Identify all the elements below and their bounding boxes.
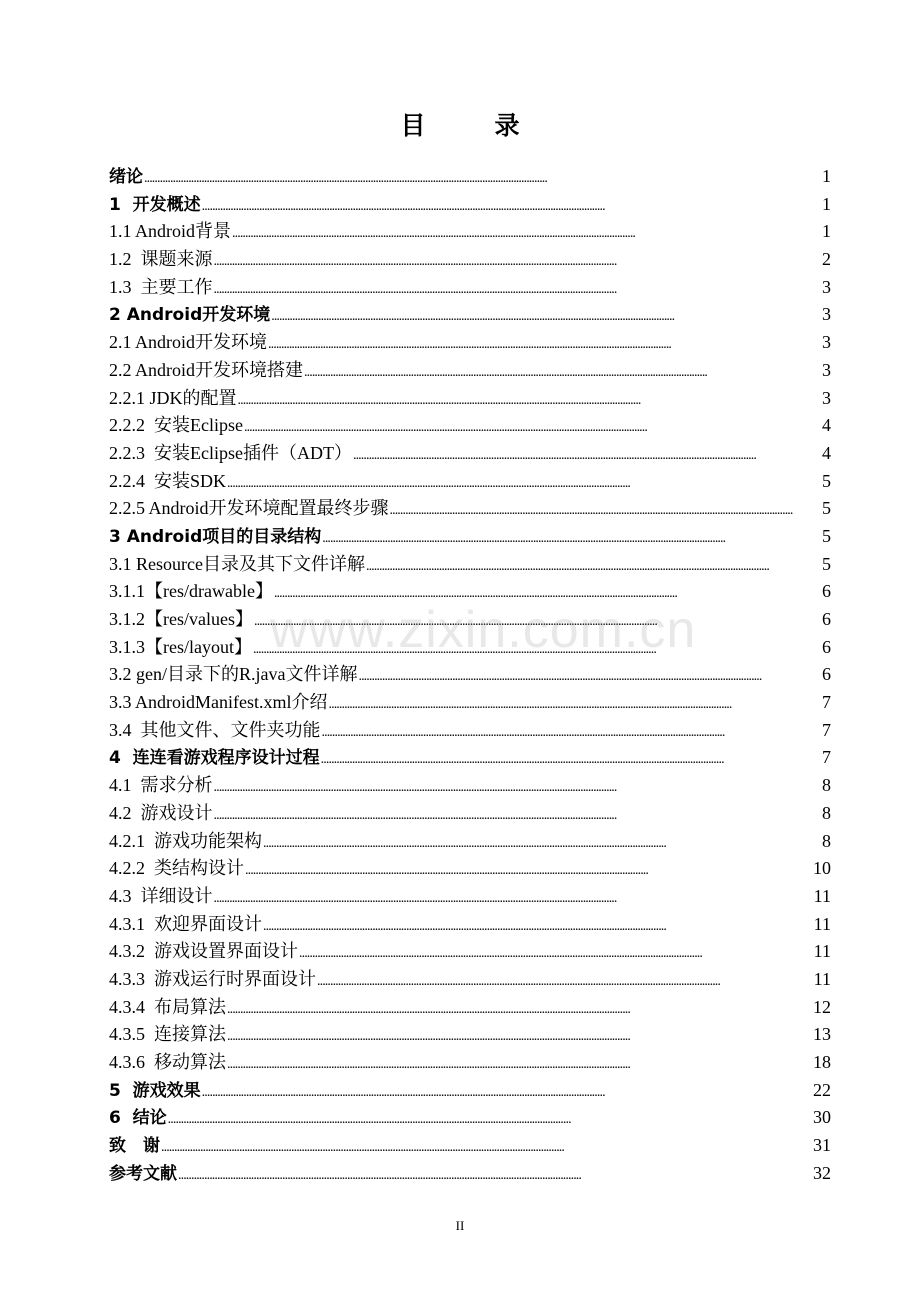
- toc-dot-leader: [244, 412, 821, 442]
- toc-entry-label: 2.2.4 安装SDK: [109, 470, 227, 491]
- toc-entry-label: 3.3 AndroidManifest.xml介绍: [109, 692, 328, 713]
- toc-entry-label: 参考文献: [109, 1163, 177, 1184]
- toc-dot-leader: [263, 828, 821, 858]
- toc-entry[interactable]: [109, 329, 831, 357]
- toc-entry-page-number: 18: [813, 1052, 831, 1072]
- toc-entry-label: 3.1.2【res/values】: [109, 609, 253, 629]
- toc-entry-label: 2.2.2 安装Eclipse: [109, 415, 243, 436]
- toc-dot-leader: [214, 772, 822, 802]
- toc-dot-leader: [358, 661, 821, 691]
- toc-dot-leader: [214, 800, 822, 830]
- toc-dot-leader: [214, 274, 822, 304]
- toc-dot-leader: [227, 1049, 812, 1079]
- page-number: II: [455, 1218, 465, 1233]
- toc-entry-label: 4.3 详细设计: [109, 885, 213, 906]
- toc-entry[interactable]: [109, 855, 831, 883]
- toc-entry-page-number: 2: [822, 249, 831, 270]
- toc-entry[interactable]: [109, 301, 831, 329]
- toc-dot-leader: [271, 301, 821, 331]
- toc-entry-label: 1.1 Android背景: [109, 221, 232, 242]
- toc-entry-label: 2 Android开发环境: [109, 305, 271, 326]
- toc-entry-page-number: 6: [822, 636, 831, 657]
- toc-entry-page-number: 8: [822, 830, 831, 851]
- toc-entry-page-number: 4: [822, 442, 831, 463]
- toc-entry-page-number: 11: [813, 968, 831, 989]
- toc-entry-label: 4.3.2 游戏设置界面设计: [109, 941, 298, 962]
- toc-entry-page-number: 3: [822, 276, 831, 297]
- toc-entry-label: 3.2 gen/目录下的R.java文件详解: [109, 664, 358, 685]
- toc-entry[interactable]: [109, 218, 831, 246]
- page-title: 目 录: [400, 111, 542, 140]
- toc-entry-label: 4 连连看游戏程序设计过程: [109, 748, 320, 769]
- toc-entry-page-number: 1: [822, 166, 831, 186]
- toc-entry[interactable]: [109, 1104, 831, 1132]
- toc-entry-page-number: 32: [813, 1162, 831, 1183]
- toc-entry-page-number: 3: [822, 359, 831, 380]
- toc-entry[interactable]: [109, 800, 831, 828]
- watermark: www.zixin.com.cn: [270, 601, 697, 659]
- toc-entry-label: 2.2 Android开发环境搭建: [109, 359, 304, 380]
- toc-entry[interactable]: [109, 1077, 831, 1105]
- toc-dot-leader: [263, 911, 813, 941]
- toc-entry-page-number: 12: [813, 996, 831, 1017]
- toc-entry[interactable]: [109, 191, 831, 219]
- toc-entry[interactable]: [109, 495, 831, 523]
- toc-dot-leader: [214, 883, 813, 913]
- toc-entry-label: 绪论: [109, 167, 143, 187]
- toc-dot-leader: [144, 163, 821, 193]
- toc-entry-page-number: 22: [813, 1079, 831, 1100]
- toc-dot-leader: [321, 744, 821, 774]
- toc-dot-leader: [353, 440, 821, 470]
- toc-entry[interactable]: [109, 717, 831, 745]
- toc-entry-page-number: 3: [822, 387, 831, 408]
- toc-entry-label: 1.2 课题来源: [109, 249, 213, 270]
- toc-entry[interactable]: [109, 938, 831, 966]
- toc-entry-label: 4.3.6 移动算法: [109, 1052, 226, 1072]
- toc-entry-page-number: 5: [822, 498, 831, 519]
- toc-dot-leader: [322, 523, 821, 553]
- toc-entry-page-number: 3: [822, 332, 831, 353]
- toc-entry-page-number: 11: [813, 885, 831, 906]
- toc-entry-page-number: 7: [822, 747, 831, 768]
- toc-entry-label: 4.2.1 游戏功能架构: [109, 830, 262, 851]
- toc-entry[interactable]: [109, 385, 831, 413]
- toc-entry[interactable]: [109, 468, 831, 496]
- toc-entry-label: 4.3.4 布局算法: [109, 996, 226, 1017]
- toc-entry[interactable]: [109, 523, 831, 551]
- toc-entry-label: 3.1 Resource目录及其下文件详解: [109, 553, 365, 574]
- toc-entry[interactable]: [109, 911, 831, 939]
- toc-entry[interactable]: [109, 966, 831, 994]
- toc-entry[interactable]: [109, 1160, 831, 1188]
- toc-dot-leader: [168, 1104, 812, 1134]
- toc-entry-page-number: 31: [813, 1135, 831, 1156]
- toc-entry-label: 4.3.1 欢迎界面设计: [109, 913, 262, 934]
- toc-entry-page-number: 11: [813, 941, 831, 962]
- toc-entry-page-number: 1: [822, 221, 831, 242]
- toc-entry[interactable]: [109, 994, 831, 1022]
- toc-dot-leader: [232, 218, 821, 248]
- toc-entry[interactable]: [109, 1049, 831, 1077]
- toc-dot-leader: [245, 855, 812, 885]
- toc-entry[interactable]: [109, 883, 831, 911]
- toc-entry-label: 2.2.1 JDK的配置: [109, 387, 237, 408]
- toc-entry-page-number: 8: [822, 775, 831, 796]
- toc-entry-page-number: 5: [822, 525, 831, 546]
- toc-entry[interactable]: [109, 661, 831, 689]
- toc-dot-leader: [178, 1160, 812, 1190]
- toc-entry[interactable]: [109, 551, 831, 579]
- toc-entry[interactable]: [109, 440, 831, 468]
- toc-entry[interactable]: [109, 689, 831, 717]
- table-of-contents: [109, 163, 831, 1187]
- toc-entry-label: 2.2.3 安装Eclipse插件（ADT）: [109, 442, 352, 463]
- toc-dot-leader: [227, 994, 812, 1024]
- toc-dot-leader: [329, 689, 822, 719]
- toc-entry[interactable]: [109, 274, 831, 302]
- toc-entry-page-number: 5: [822, 470, 831, 491]
- toc-entry-label: 4.1 需求分析: [109, 775, 213, 796]
- toc-entry-label: 1 开发概述: [109, 194, 201, 215]
- toc-entry-label: 2.1 Android开发环境: [109, 332, 268, 353]
- toc-entry-page-number: 6: [822, 609, 831, 629]
- toc-dot-leader: [390, 495, 822, 525]
- toc-entry-label: 3 Android项目的目录结构: [109, 526, 322, 547]
- toc-entry-label: 3.1.1【res/drawable】: [109, 581, 273, 602]
- toc-entry-page-number: 8: [822, 802, 831, 823]
- toc-dot-leader: [227, 468, 821, 498]
- toc-entry-page-number: 6: [822, 581, 831, 602]
- toc-entry-label: 6 结论: [109, 1108, 167, 1129]
- toc-entry[interactable]: [109, 412, 831, 440]
- toc-entry-page-number: 3: [822, 304, 831, 325]
- toc-entry-page-number: 7: [822, 719, 831, 740]
- toc-dot-leader: [304, 357, 821, 387]
- toc-entry-page-number: 30: [813, 1107, 831, 1128]
- toc-entry-page-number: 1: [822, 193, 831, 214]
- toc-entry-label: 1.3 主要工作: [109, 276, 213, 297]
- toc-dot-leader: [214, 246, 822, 276]
- toc-entry-page-number: 13: [813, 1024, 831, 1045]
- toc-dot-leader: [366, 551, 821, 581]
- toc-entry-label: 致 谢: [109, 1136, 160, 1157]
- toc-dot-leader: [322, 717, 822, 747]
- toc-entry-label: 4.2.2 类结构设计: [109, 858, 244, 879]
- toc-entry-label: 3.1.3【res/layout】: [109, 636, 252, 657]
- toc-entry[interactable]: [109, 163, 831, 191]
- toc-entry-page-number: 4: [822, 415, 831, 436]
- toc-dot-leader: [317, 966, 813, 996]
- toc-entry-label: 4.3.3 游戏运行时界面设计: [109, 968, 316, 989]
- toc-entry-page-number: 7: [822, 692, 831, 713]
- toc-dot-leader: [227, 1021, 812, 1051]
- toc-entry[interactable]: [109, 828, 831, 856]
- toc-dot-leader: [161, 1132, 812, 1162]
- toc-entry-label: 3.4 其他文件、文件夹功能: [109, 719, 321, 740]
- toc-entry[interactable]: [109, 246, 831, 274]
- toc-entry-page-number: 6: [822, 664, 831, 685]
- toc-dot-leader: [202, 1077, 812, 1107]
- toc-entry[interactable]: [109, 357, 831, 385]
- toc-entry-label: 2.2.5 Android开发环境配置最终步骤: [109, 498, 389, 519]
- toc-entry[interactable]: [109, 744, 831, 772]
- toc-dot-leader: [299, 938, 813, 968]
- toc-dot-leader: [268, 329, 821, 359]
- toc-entry[interactable]: [109, 1021, 831, 1049]
- toc-entry-label: 5 游戏效果: [109, 1080, 201, 1101]
- toc-entry[interactable]: [109, 1132, 831, 1160]
- toc-entry-page-number: 11: [813, 913, 831, 934]
- toc-entry[interactable]: [109, 772, 831, 800]
- toc-dot-leader: [238, 385, 821, 415]
- toc-entry-page-number: 10: [813, 858, 831, 879]
- toc-entry-label: 4.2 游戏设计: [109, 802, 213, 823]
- toc-entry-page-number: 5: [822, 553, 831, 574]
- toc-entry-label: 4.3.5 连接算法: [109, 1024, 226, 1045]
- toc-dot-leader: [202, 191, 821, 221]
